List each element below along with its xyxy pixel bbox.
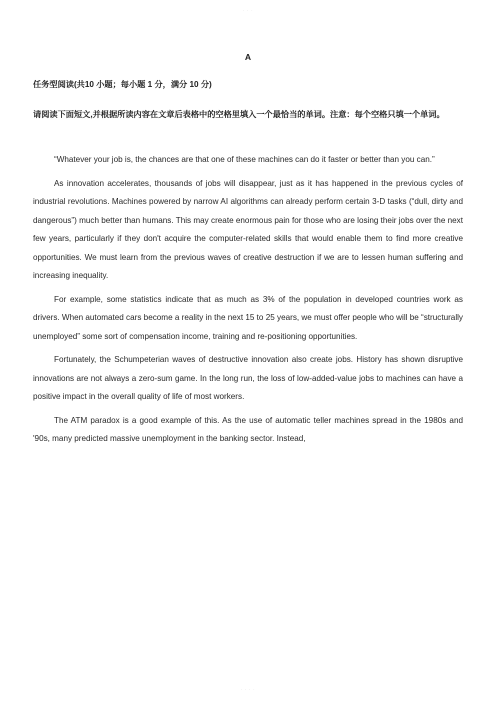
paragraph-4: Fortunately, the Schumpeterian waves of destructive innovation also create jobs. History has shown disruptive innovations are not always a zero-sum game. In the long run, the loss of low-added-value jobs to machines can have a positive impact in the overall quality of life of most workers.: [33, 355, 463, 401]
header-watermark: · · ·: [242, 8, 254, 14]
instruction-text: 请阅读下面短文,并根据所读内容在文章后表格中的空格里填入一个最恰当的单词。注意：每个空格只填一个单词。: [33, 110, 445, 119]
paragraph-1: “Whatever your job is, the chances are that one of these machines can do it faster or better than you can.”: [54, 155, 435, 164]
task-title: 任务型阅读(共10 小题；每小题 1 分，满分 10 分): [33, 80, 212, 89]
paragraph-2: As innovation accelerates, thousands of jobs will disappear, just as it has happened in the previous cycles of industrial revolutions. Machines powered by narrow AI algorithms can already perform certain 3-D tasks (“dull, dirty and dangerous”) much better than humans. This may create enormous pain for those who are losing their jobs over the next few years, particularly if they don't acquire the computer-related skills that would enable them to find more creative opportunities. We must learn from the previous waves of creative destruction if we are to lessen human suffering and increasing inequality.: [33, 178, 463, 280]
paragraph-5: The ATM paradox is a good example of this. As the use of automatic teller machines spread in the 1980s and '90s, many predicted massive unemployment in the banking sector. Instead,: [33, 415, 463, 443]
section-letter: A: [244, 52, 252, 62]
footer-watermark: · · · ·: [240, 687, 256, 693]
paragraph-3: For example, some statistics indicate that as much as 3% of the population in developed countries work as drivers. When automated cars become a reality in the next 15 to 25 years, we must offer people who will be “structurally unemployed” some sort of compensation income, training and re-positioning opportunities.: [33, 294, 463, 341]
passage-body: [33, 151, 463, 449]
